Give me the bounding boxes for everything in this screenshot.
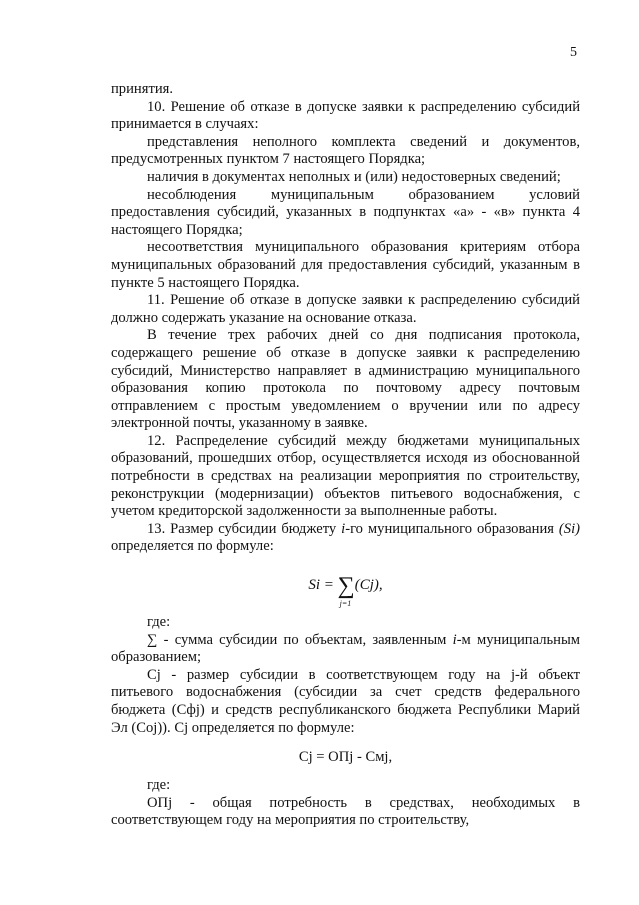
- cj-definition: Cj - размер субсидии в соответствующем году на j-й объект питьевого водоснабжения (субсидии за счет средств федерального бюджета (Cфj) и средств республиканского бюджета Республики Марий Эл (Coj)). Cj определяется по формуле:: [111, 666, 580, 736]
- paragraph-10-case-4: несоответствия муниципального образования критериям отбора муниципальных образований для предоставления субсидий, указанным в пункте 5 настоящего Порядка.: [111, 239, 580, 291]
- paragraph-13: 13. Размер субсидии бюджету i-го муниципального образования (Si) определяется по формуле:: [111, 520, 580, 555]
- paragraph-10: 10. Решение об отказе в допуске заявки к распределению субсидий принимается в случаях:: [111, 98, 580, 133]
- body-text: [111, 81, 580, 830]
- paragraph-10-case-3: несоблюдения муниципальным образованием условий предоставления субсидий, указанных в подпунктах «а» - «в» пункта 4 настоящего Порядка;: [111, 186, 580, 238]
- paragraph-11: 11. Решение об отказе в допуске заявки к распределению субсидий должно содержать указание на основание отказа.: [111, 292, 580, 326]
- sum-symbol: ∑ j=1: [337, 572, 355, 608]
- formula-cj: Cj = ОПj - Cмj,: [298, 749, 393, 766]
- where-label-2: где:: [147, 777, 171, 794]
- formula-si: Si = ∑ j=1 (Cj),: [308, 572, 383, 608]
- where-label-1: где:: [147, 614, 171, 631]
- paragraph-12: 12. Распределение субсидий между бюджетами муниципальных образований, прошедших отбор, осуществляется исходя из обоснованной потребности в средствах на реализации мероприятия по строительству, реконструкции (модернизации) объектов питьевого водоснабжения, с учетом кредиторской задолженности за выполненные работы.: [111, 432, 580, 520]
- sigma-definition: ∑ - сумма субсидии по объектам, заявленным i-м муниципальным образованием;: [111, 631, 580, 666]
- opj-definition: ОПj - общая потребность в средствах, необходимых в соответствующем году на мероприятия по строительству,: [111, 794, 580, 829]
- paragraph-11-notice: В течение трех рабочих дней со дня подписания протокола, содержащего решение об отказе в допуске заявки к распределению субсидий, Министерство направляет в администрацию муниципального образования копию протокола по почтовому адресу почтовым отправлением с простым уведомлением о вручении или по адресу электронной почты, указанному в заявке.: [111, 327, 580, 432]
- paragraph-10-case-2: наличия в документах неполных и (или) недостоверных сведений;: [147, 168, 561, 185]
- paragraph-continuation: принятия.: [111, 81, 173, 97]
- paragraph-10-case-1: представления неполного комплекта сведений и документов, предусмотренных пунктом 7 настоящего Порядка;: [111, 133, 580, 168]
- page-number: 5: [570, 45, 577, 60]
